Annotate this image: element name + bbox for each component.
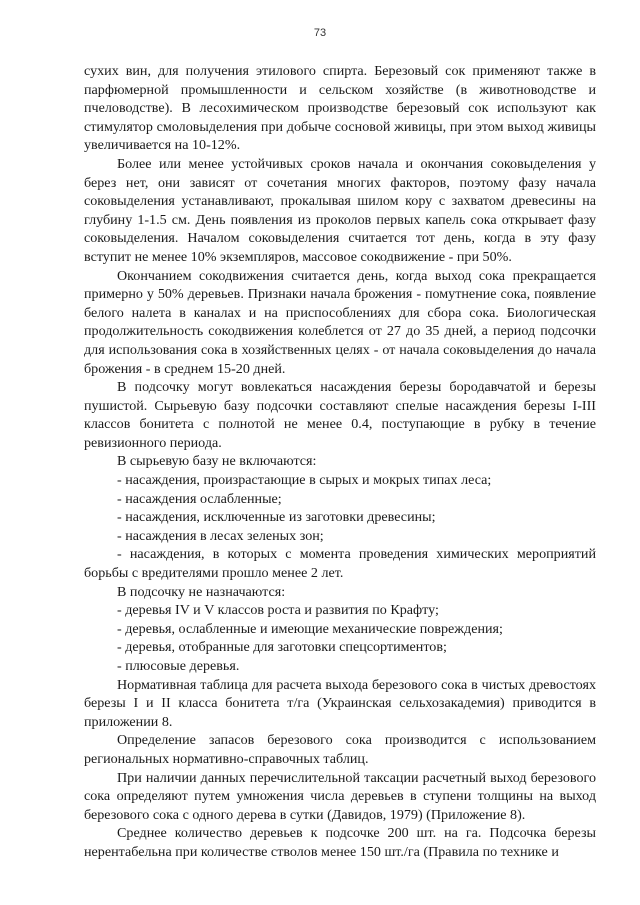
list-item: - плюсовые деревья. [117, 658, 240, 674]
list-item: - деревья, отобранные для заготовки спецсортиментов; [117, 639, 447, 656]
list-item: - насаждения, в которых с момента проведения химических мероприятий борьбы с вредителями прошло менее 2 лет. [84, 546, 596, 582]
paragraph-tree-count: Среднее количество деревьев к подсочке 200 шт. на га. Подсочка березы нерентабельна при количестве стволов менее 150 шт./га (Правила по технике и [84, 825, 596, 860]
list-item: - деревья IV и V классов роста и развития по Крафту; [117, 602, 439, 619]
paragraph-sap-phase: Более или менее устойчивых сроков начала и окончания соковыделения у берез нет, они зависят от сочетания многих факторов, поэтому фазу начала соковыделения устанавливают, прокалывая шилом кору с захватом древесины на глубину 1-1.5 см. День появления из проколов первых капель сока открывает фазу соковыделения. Началом соковыделения считается тот день, когда в эту фазу вступит не менее 10% экземпляров, массовое сокодвижение - при 50%. [84, 155, 596, 265]
paragraph-sap-end: Окончанием сокодвижения считается день, когда выход сока прекращается примерно у 50% деревьев. Признаки начала брожения - помутнение сока, появление белого налета в каналах и на приспособлениях для сбора сока. Биологическая продолжительность сокодвижения колеблется от 27 до 35 дней, а период подсочки для использования сока в хозяйственных целях - от начала соковыделения до начала брожения - в среднем 15-20 дней. [84, 267, 596, 377]
list-item: - насаждения, произрастающие в сырых и мокрых типах леса; [117, 472, 492, 489]
list-item: - насаждения в лесах зеленых зон; [117, 527, 324, 544]
paragraph-calculation: При наличии данных перечислительной таксации расчетный выход березового сока определяют путем умножения числа деревьев в ступени толщины на выход березового сока с одного дерева в сутки (Давидов, 1979) (Приложение 8). [84, 769, 596, 823]
page-body [84, 62, 596, 862]
list-item: - насаждения, исключенные из заготовки древесины; [117, 509, 436, 526]
paragraph-reserves: Определение запасов березового сока производится с использованием региональных нормативно-справочных таблиц. [84, 732, 596, 767]
list-heading-not-assigned: В подсочку не назначаются: [117, 583, 286, 600]
list-item: - насаждения ослабленные; [117, 490, 282, 507]
paragraph-norm-table: Нормативная таблица для расчета выхода березового сока в чистых древостоях березы I и II класса бонитета т/га (Украинская сельхозакадемия) приводится в приложении 8. [84, 676, 596, 730]
list-item: - деревья, ослабленные и имеющие механические повреждения; [117, 620, 503, 637]
list-heading-excluded: В сырьевую базу не включаются: [117, 453, 317, 470]
paragraph-continuation: сухих вин, для получения этилового спирта. Березовый сок применяют также в парфюмерной промышленности и сельском хозяйстве (в животноводстве и пчеловодстве). В лесохимическом производстве березовый сок используют как стимулятор смоловыделения при добыче сосновой живицы, при этом выход живицы увеличивается на 10-12%. [84, 63, 596, 154]
paragraph-raw-base: В подсочку могут вовлекаться насаждения березы бородавчатой и березы пушистой. Сырьевую базу подсочки составляют спелые насаждения березы I-III классов бонитета с полнотой не менее 0.4, поступающие в рубку в течение ревизионного периода. [84, 379, 596, 451]
page-number: 73 [313, 27, 327, 39]
